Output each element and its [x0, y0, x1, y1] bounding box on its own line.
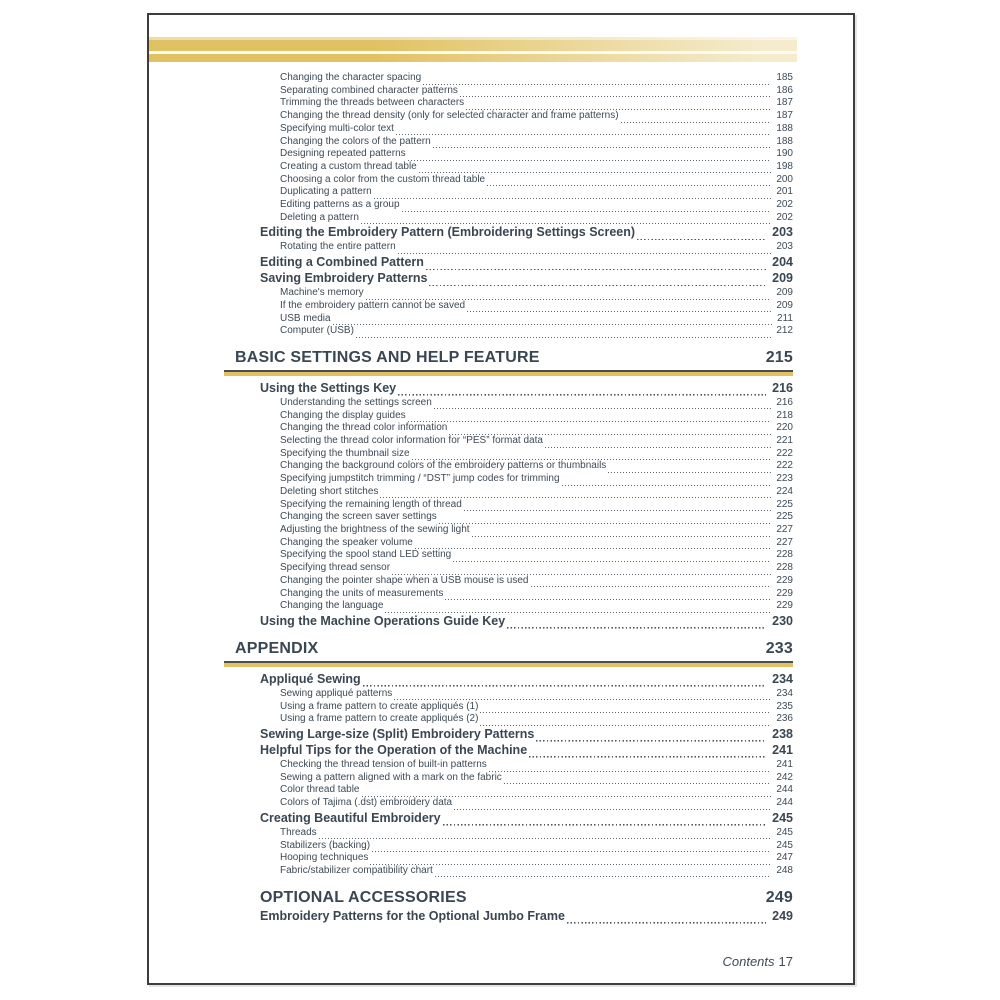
toc-entry: [280, 759, 793, 772]
toc-entry-label: Editing the Embroidery Pattern (Embroidering Settings Screen): [260, 225, 636, 240]
dot-leader: [453, 559, 771, 562]
toc-entry: [280, 588, 793, 601]
toc-entry-page: 202: [776, 211, 793, 223]
toc-entry-label: Specifying multi-color text: [280, 122, 394, 134]
toc-entry-page: 229: [776, 600, 793, 612]
toc-entry: [280, 397, 793, 410]
toc-entry: [280, 448, 793, 461]
toc-entry-page: 201: [776, 186, 793, 198]
chapter-rule: [224, 370, 793, 376]
toc-entry-label: Changing the pointer shape when a USB mouse is used: [280, 574, 529, 586]
toc-entry-label: Machine's memory: [280, 287, 364, 299]
toc-entry: [280, 537, 793, 550]
toc-entry: [280, 473, 793, 486]
toc-entry-page: 203: [772, 225, 793, 240]
toc-entry: [280, 600, 793, 613]
toc-entry-page: 235: [776, 700, 793, 712]
toc-entry-label: Colors of Tajima (.dst) embroidery data: [280, 797, 453, 809]
toc-entry-page: 225: [776, 511, 793, 523]
toc-entry-page: 245: [772, 810, 793, 825]
toc-entry-label: USB media: [280, 312, 331, 324]
dot-leader: [545, 445, 771, 448]
toc-entry-page: 222: [776, 460, 793, 472]
dot-leader: [454, 807, 771, 810]
toc-entry: [280, 460, 793, 473]
toc-entry-page: 216: [772, 380, 793, 395]
toc-entry-label: Changing the screen saver settings: [280, 511, 437, 523]
toc-entry-label: Changing the display guides: [280, 409, 406, 421]
toc-entry-page: 224: [776, 485, 793, 497]
toc-entry: [260, 909, 793, 924]
dot-leader: [374, 196, 772, 199]
toc-entry: [280, 435, 793, 448]
dot-leader: [460, 94, 771, 97]
toc-entry: [260, 381, 793, 396]
toc-entry: [260, 672, 793, 687]
toc-entry-label: Changing the background colors of the embroidery patterns or thumbnails: [280, 460, 607, 472]
toc-entry-page: 241: [776, 759, 793, 771]
toc-entry: [260, 614, 793, 629]
toc-entry: [280, 410, 793, 423]
toc-entry: [280, 524, 793, 537]
toc-entry: [280, 300, 793, 313]
dot-leader: [396, 133, 771, 136]
toc-entry-label: Choosing a color from the custom thread table: [280, 173, 486, 185]
dot-leader: [621, 120, 772, 123]
dot-leader: [434, 407, 772, 410]
toc-entry-page: 203: [776, 241, 793, 253]
toc-entry-label: Selecting the thread color information for “PES” format data: [280, 435, 543, 447]
toc-entry: [280, 161, 793, 174]
toc-entry-page: 228: [776, 549, 793, 561]
dot-leader: [426, 267, 766, 270]
dot-leader: [637, 237, 766, 240]
toc-entry: [260, 255, 793, 270]
toc-entry: [260, 271, 793, 286]
toc-entry-label: Sewing a pattern aligned with a mark on the fabric: [280, 771, 502, 783]
toc-entry-label: Changing the thread density (only for selected character and frame patterns): [280, 110, 619, 122]
toc-entry-page: 228: [776, 562, 793, 574]
toc-entry: [280, 784, 793, 797]
toc-entry: [280, 852, 793, 865]
toc-entry: [280, 575, 793, 588]
toc-entry-label: Adjusting the brightness of the sewing light: [280, 523, 470, 535]
accent-band-top: [149, 37, 797, 51]
toc-entry-label: If the embroidery pattern cannot be saved: [280, 299, 466, 311]
toc-entry: [260, 727, 793, 742]
dot-leader: [398, 393, 766, 396]
toc-entry-page: 185: [776, 72, 793, 83]
dot-leader: [429, 283, 766, 286]
dot-leader: [445, 597, 771, 600]
toc-entry-page: 238: [772, 727, 793, 742]
toc-entry: [280, 422, 793, 435]
dot-leader: [487, 183, 771, 186]
toc-entry-label: Specifying thread sensor: [280, 562, 391, 574]
toc-entry-page: 216: [776, 396, 793, 408]
toc-entry-label: Designing repeated patterns: [280, 148, 406, 160]
dot-leader: [402, 209, 772, 212]
manual-page: [147, 13, 855, 985]
toc-entry-page: 209: [776, 299, 793, 311]
toc-entry-page: 249: [772, 908, 793, 923]
toc-entry-page: 220: [776, 422, 793, 434]
toc-entry-label: Checking the thread tension of built-in patterns: [280, 759, 487, 771]
dot-leader: [423, 82, 771, 85]
toc-entry-label: Using the Machine Operations Guide Key: [260, 613, 506, 628]
toc-entry-page: 186: [776, 84, 793, 96]
toc-entry-page: 209: [772, 271, 793, 286]
toc-entry-label: Using a frame pattern to create appliqués (2): [280, 713, 479, 725]
toc-entry-page: 218: [776, 409, 793, 421]
dot-leader: [443, 823, 767, 826]
toc-entry-label: Duplicating a pattern: [280, 186, 372, 198]
toc-entry-page: 229: [776, 574, 793, 586]
toc-entry-page: 225: [776, 498, 793, 510]
toc-chapter-entry: [235, 348, 793, 368]
chapter-heading: OPTIONAL ACCESSORIES: [260, 888, 467, 906]
dot-leader: [408, 158, 772, 161]
toc-entry-label: Understanding the settings screen: [280, 396, 432, 408]
toc-entry: [280, 827, 793, 840]
toc-entry: [260, 811, 793, 826]
toc-entry-label: Changing the thread color information: [280, 422, 448, 434]
toc-entry-page: 204: [772, 255, 793, 270]
toc-entry: [280, 123, 793, 136]
toc-entry-page: 209: [776, 287, 793, 299]
toc-entry-page: 200: [776, 173, 793, 185]
toc-entry-label: Sewing Large-size (Split) Embroidery Patterns: [260, 727, 535, 742]
dot-leader: [333, 322, 772, 325]
toc-entry-page: 211: [777, 312, 793, 324]
toc-list: [149, 72, 853, 925]
toc-entry: [280, 713, 793, 726]
toc-entry: [280, 97, 793, 110]
toc-entry-label: Hooping techniques: [280, 852, 369, 864]
toc-entry-page: 234: [772, 671, 793, 686]
toc-entry-label: Changing the units of measurements: [280, 587, 444, 599]
toc-entry-page: 227: [776, 523, 793, 535]
toc-entry: [280, 85, 793, 98]
dot-leader: [415, 546, 771, 549]
toc-entry-page: 234: [776, 687, 793, 699]
toc-entry-label: Color thread table: [280, 784, 360, 796]
toc-entry: [280, 325, 793, 338]
dot-leader: [567, 921, 766, 924]
dot-leader: [319, 837, 772, 840]
toc-entry-label: Changing the speaker volume: [280, 536, 413, 548]
toc-entry-page: 221: [776, 435, 793, 447]
dot-leader: [507, 626, 766, 629]
toc-entry: [280, 148, 793, 161]
dot-leader: [361, 221, 771, 224]
toc-entry-page: 188: [776, 122, 793, 134]
toc-entry-page: 222: [776, 447, 793, 459]
toc-entry-page: 212: [776, 325, 793, 337]
toc-entry-label: Deleting a pattern: [280, 211, 359, 223]
toc-entry: [280, 287, 793, 300]
toc-entry-label: Editing a Combined Pattern: [260, 255, 424, 270]
dot-leader: [480, 710, 771, 713]
toc-entry: [280, 562, 793, 575]
toc-entry-label: Rotating the entire pattern: [280, 241, 396, 253]
toc-entry: [280, 549, 793, 562]
toc-entry-label: Embroidery Patterns for the Optional Jumbo Frame: [260, 908, 565, 923]
toc-entry-label: Changing the character spacing: [280, 72, 422, 83]
toc-entry: [280, 797, 793, 810]
toc-entry-page: 229: [776, 587, 793, 599]
header-accent-bar: [149, 37, 797, 64]
toc-entry-page: 223: [776, 473, 793, 485]
toc-entry-label: Specifying jumpstitch trimming / “DST” jump codes for trimming: [280, 473, 560, 485]
toc-entry: [280, 199, 793, 212]
toc-entry-label: Deleting short stitches: [280, 485, 379, 497]
dot-leader: [489, 769, 772, 772]
dot-leader: [504, 781, 772, 784]
toc-entry-page: 248: [776, 864, 793, 876]
dot-leader: [608, 470, 771, 473]
toc-entry-label: Specifying the remaining length of thread: [280, 498, 462, 510]
toc-entry-label: Saving Embroidery Patterns: [260, 271, 428, 286]
toc-entry: [280, 72, 793, 85]
dot-leader: [467, 310, 771, 313]
toc-entry-page: 247: [776, 852, 793, 864]
toc-entry-label: Separating combined character patterns: [280, 84, 458, 96]
toc-entry: [280, 499, 793, 512]
footer-contents-label: Contents: [722, 954, 775, 969]
dot-leader: [435, 875, 771, 878]
toc-entry-page: 244: [776, 784, 793, 796]
dot-leader: [398, 251, 772, 254]
dot-leader: [433, 145, 772, 148]
toc-entry-page: 215: [765, 348, 793, 366]
toc-entry-page: 249: [765, 888, 793, 906]
toc-entry-page: 187: [776, 97, 793, 109]
dot-leader: [363, 684, 766, 687]
toc-entry: [280, 110, 793, 123]
toc-entry: [260, 743, 793, 758]
accent-band-bottom: [149, 54, 797, 62]
chapter-rule: [224, 661, 793, 667]
toc-entry-page: 198: [776, 160, 793, 172]
toc-entry-label: Creating Beautiful Embroidery: [260, 810, 441, 825]
toc-entry: [280, 688, 793, 701]
toc-entry: [280, 511, 793, 524]
dot-leader: [385, 610, 771, 613]
toc-entry-page: 190: [776, 148, 793, 160]
dot-leader: [439, 521, 772, 524]
toc-entry-page: 233: [765, 639, 793, 657]
toc-entry-page: 241: [772, 743, 793, 758]
toc-entry: [280, 136, 793, 149]
toc-entry: [280, 486, 793, 499]
toc-entry: [280, 701, 793, 714]
toc-entry-page: 230: [772, 613, 793, 628]
toc-entry-page: 244: [776, 797, 793, 809]
toc-entry-label: Sewing appliqué patterns: [280, 687, 393, 699]
chapter-heading: BASIC SETTINGS AND HELP FEATURE: [235, 348, 540, 366]
toc-entry-label: Stabilizers (backing): [280, 839, 371, 851]
toc-entry-label: Using the Settings Key: [260, 380, 397, 395]
toc-entry-label: Changing the language: [280, 600, 384, 612]
toc-chapter-entry: [235, 639, 793, 659]
page-footer: [722, 954, 793, 969]
toc-entry-label: Trimming the threads between characters: [280, 97, 465, 109]
dot-leader: [536, 739, 766, 742]
toc-entry-label: Specifying the thumbnail size: [280, 447, 410, 459]
toc-entry-label: Helpful Tips for the Operation of the Machine: [260, 743, 528, 758]
footer-page-number: 17: [778, 954, 793, 969]
toc-entry: [280, 772, 793, 785]
dot-leader: [464, 508, 772, 511]
dot-leader: [562, 483, 772, 486]
toc-entry: [280, 186, 793, 199]
toc-entry-label: Creating a custom thread table: [280, 160, 417, 172]
dot-leader: [531, 585, 772, 588]
toc-entry-page: 242: [776, 771, 793, 783]
toc-entry: [280, 865, 793, 878]
toc-entry: [280, 241, 793, 254]
toc-entry-page: 236: [776, 713, 793, 725]
toc-entry: [280, 313, 793, 326]
toc-entry-label: Editing patterns as a group: [280, 199, 400, 211]
toc-entry-page: 227: [776, 536, 793, 548]
toc-entry-page: 188: [776, 135, 793, 147]
dot-leader: [472, 534, 772, 537]
dot-leader: [372, 849, 771, 852]
toc-entry-label: Fabric/stabilizer compatibility chart: [280, 864, 433, 876]
chapter-heading: APPENDIX: [235, 639, 319, 657]
dot-leader: [529, 755, 766, 758]
toc-chapter-entry: [260, 888, 793, 908]
toc-entry: [260, 225, 793, 240]
toc-entry-label: Changing the colors of the pattern: [280, 135, 431, 147]
toc-entry-page: 245: [776, 839, 793, 851]
toc-entry-page: 202: [776, 199, 793, 211]
toc-entry-page: 245: [776, 826, 793, 838]
toc-entry: [280, 840, 793, 853]
toc-entry: [280, 212, 793, 225]
dot-leader: [408, 419, 772, 422]
dot-leader: [356, 335, 771, 338]
toc-entry-label: Appliqué Sewing: [260, 671, 361, 686]
toc-entry: [280, 174, 793, 187]
toc-entry-page: 187: [776, 110, 793, 122]
toc-entry-label: Using a frame pattern to create appliqués (1): [280, 700, 479, 712]
toc-entry-label: Specifying the spool stand LED setting: [280, 549, 452, 561]
toc-entry-label: Threads: [280, 826, 317, 838]
toc-entry-label: Computer (USB): [280, 325, 354, 337]
dot-leader: [480, 723, 771, 726]
